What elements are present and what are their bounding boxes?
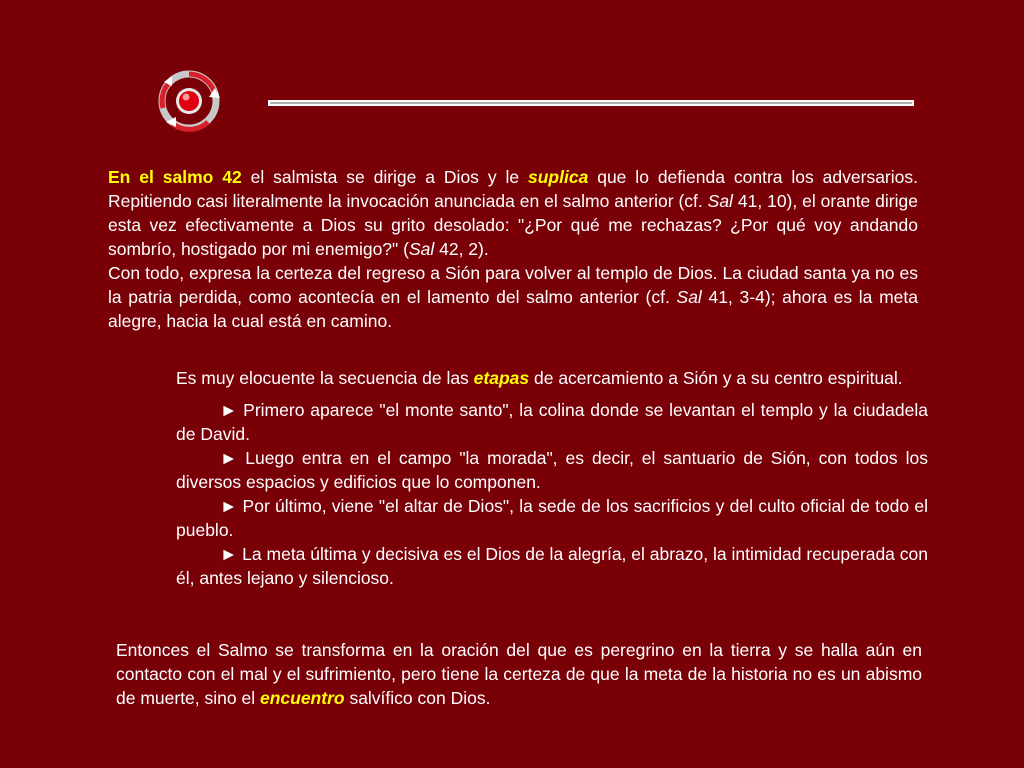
highlight-salmo-42: En el salmo 42 (108, 167, 242, 187)
text: Con todo, expresa la certeza del regreso a Sión para volver al templo de Dios. La ciudad santa ya no es la patria perdida, como acontecía en el lamento del salmo anterior (cf. (108, 263, 918, 307)
paragraph-salmo-42 (108, 165, 918, 333)
recycle-arrows-red-sphere-icon (158, 70, 220, 132)
list-item: ► Luego entra en el campo "la morada", es decir, el santuario de Sión, con todos los diversos espacios y edificios que lo componen. (176, 448, 928, 492)
text: el salmista se dirige a Dios y le (241, 167, 528, 187)
text: 41, 3-4); ahora es la meta alegre, hacia la cual está en camino. (108, 287, 918, 331)
text: que lo defienda contra los adversarios. Repitiendo casi literalmente la invocación anunciada en el salmo anterior (cf. (108, 167, 918, 211)
citation-sal: Sal (707, 191, 733, 211)
paragraph-etapas (176, 366, 928, 590)
text: salvífico con Dios. (344, 688, 491, 708)
list-item: ► Primero aparece "el monte santo", la colina donde se levantan el templo y la ciudadela de David. (176, 400, 928, 444)
list-item: ► La meta última y decisiva es el Dios de la alegría, el abrazo, la intimidad recuperada con él, antes lejano y silencioso. (176, 544, 928, 588)
citation-sal: Sal (676, 287, 702, 307)
citation-sal: Sal (408, 239, 435, 259)
highlight-encuentro: encuentro (259, 688, 345, 708)
paragraph-conclusion (116, 638, 922, 710)
text: 41, 10), el orante dirige esta vez efectivamente a Dios su grito desolado: "¿Por qué me rechazas? ¿Por qué voy andando sombrío, hostigado por mi enemigo?" ( (108, 191, 918, 259)
header-divider (268, 100, 914, 106)
text: 42, 2). (434, 239, 489, 259)
highlight-suplica: suplica (528, 167, 589, 187)
text: Es muy elocuente la secuencia de las (176, 368, 474, 388)
etapas-intro (176, 366, 928, 390)
text: de acercamiento a Sión y a su centro espiritual. (529, 368, 903, 388)
highlight-etapas: etapas (473, 368, 530, 388)
text: Entonces el Salmo se transforma en la oración del que es peregrino en la tierra y se halla aún en contacto con el mal y el sufrimiento, pero tiene la certeza de que la meta de la historia no es un abismo de muerte, sino el (116, 640, 922, 708)
list-item: ► Por último, viene "el altar de Dios", la sede de los sacrificios y del culto oficial de todo el pueblo. (176, 496, 928, 540)
